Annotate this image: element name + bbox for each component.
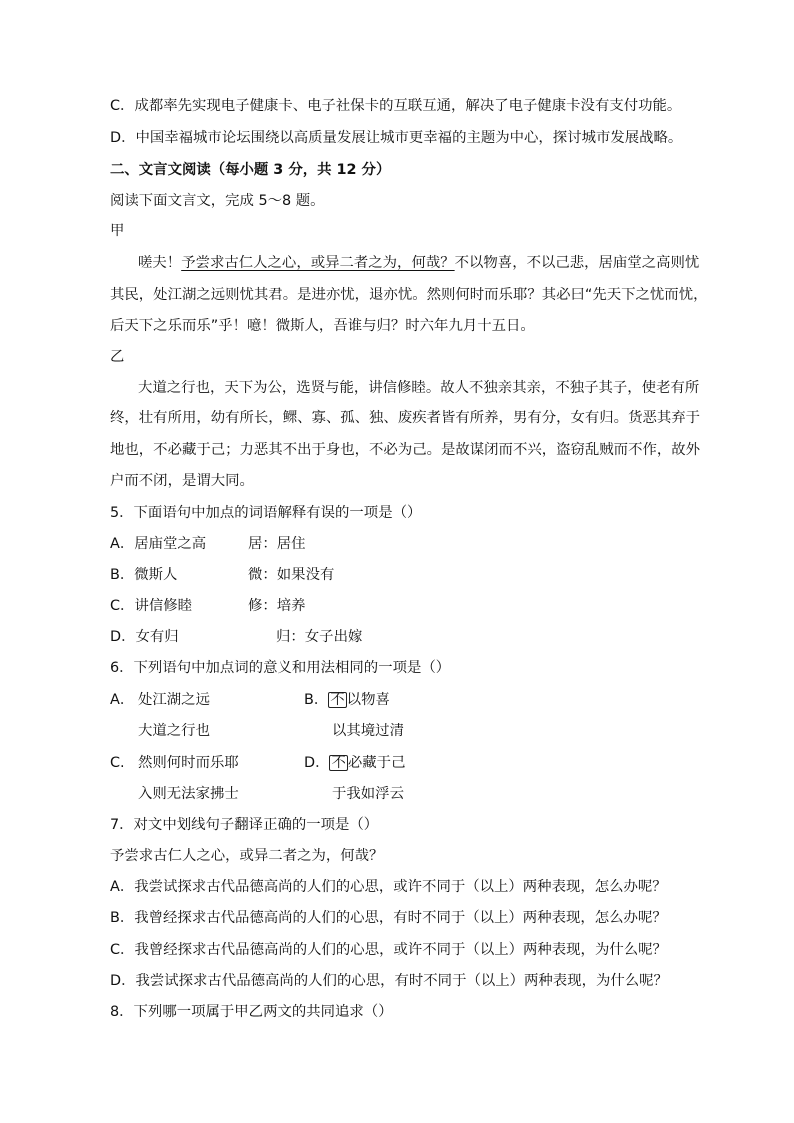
q5-stem: 5．下面语句中加点的词语解释有误的一项是（） [110, 505, 422, 521]
q6-stem: 6．下列语句中加点词的意义和用法相同的一项是（） [110, 660, 451, 676]
q7-option-c: C．我曾经探求古代品德高尚的人们的心思，或许不同于（以上）两种表现，为什么呢？ [110, 942, 667, 958]
q6-option-a-line-2: 大道之行也 [138, 723, 210, 739]
q6-option-c-line-2: 入则无法家拂士 [138, 786, 239, 802]
passage-a-line-1-rest: 不以物喜，不以己悲，居庙堂之高则忧 [454, 255, 700, 271]
q7-sentence: 予尝求古仁人之心，或异二者之为，何哉？ [110, 848, 384, 864]
q6-option-d-marked-char: 不 [331, 755, 346, 771]
q5-option-b-gloss: 微：如果没有 [248, 567, 335, 583]
section-instruction: 阅读下面文言文，完成 5～8 题。 [110, 193, 325, 209]
option-c-line: C．成都率先实现电子健康卡、电子社保卡的互联互通，解决了电子健康卡没有支付功能。 [110, 98, 682, 114]
q7-option-d: D．我尝试探求古代品德高尚的人们的心思，有时不同于（以上）两种表现，为什么呢？ [110, 973, 668, 989]
q6-option-b-line-2: 以其境过清 [332, 723, 404, 739]
q8-stem: 8．下列哪一项属于甲乙两文的共同追求（） [110, 1004, 393, 1020]
q7-option-b: B．我曾经探求古代品德高尚的人们的心思，有时不同于（以上）两种表现，怎么办呢？ [110, 910, 667, 926]
passage-b-line-2: 终，壮有所用，幼有所长，鳏、寡、孤、独、废疾者皆有所养，男有分，女有归。货恶其弃于 [110, 410, 701, 426]
q6-option-c-line-1: 然则何时而乐耶 [138, 755, 239, 771]
q6-option-d-line-1 [304, 754, 405, 772]
passage-b-line-4: 户而不闭，是谓大同。 [110, 473, 254, 489]
q5-option-a-gloss: 居：居住 [248, 536, 306, 552]
q6-option-b-marked-char: 不 [330, 692, 345, 708]
passage-b-line-3: 地也，不必藏于己；力恶其不出于身也，不必为己。是故谋闭而不兴，盗窃乱贼而不作，故外 [110, 442, 701, 458]
q5-option-d: D．女有归 [110, 629, 179, 645]
passage-a-label: 甲 [110, 223, 125, 239]
passage-a-line-3: 后天下之乐而乐”乎！噫！微斯人，吾谁与归？时六年九月十五日。 [110, 318, 535, 334]
q5-option-c: C．讲信修睦 [110, 598, 193, 614]
q6-option-b-label: B． [304, 692, 329, 708]
q5-option-a: A．居庙堂之高 [110, 536, 207, 552]
q6-option-c-label: C. [110, 755, 125, 771]
section-heading: 二、文言文阅读（每小题 3 分，共 12 分） [110, 162, 391, 178]
q6-option-b-line-1-rest: 以物喜 [346, 692, 390, 708]
q5-option-d-gloss: 归：女子出嫁 [276, 629, 363, 645]
q6-option-a-label: A． [110, 692, 135, 708]
passage-a-exclaim: 嗟夫！ [138, 255, 182, 271]
passage-a-line-2: 其民，处江湖之远则忧其君。是进亦忧，退亦忧。然则何时而乐耶？其必曰“先天下之忧而忧， [110, 287, 708, 303]
q5-option-c-gloss: 修：培养 [248, 598, 306, 614]
q5-option-b: B．微斯人 [110, 567, 178, 583]
passage-b-label: 乙 [110, 349, 125, 365]
underlined-sentence: 予尝求古仁人之心，或异二者之为，何哉？ [181, 255, 455, 271]
q7-stem: 7．对文中划线句子翻译正确的一项是（） [110, 817, 379, 833]
passage-b-line-1: 大道之行也，天下为公，选贤与能，讲信修睦。故人不独亲其亲，不独子其子，使老有所 [138, 380, 700, 396]
passage-a-line-1 [138, 254, 699, 272]
q6-option-a-line-1: 处江湖之远 [138, 692, 210, 708]
q6-option-b-line-1 [304, 691, 390, 709]
q7-option-a: A．我尝试探求古代品德高尚的人们的心思，或许不同于（以上）两种表现，怎么办呢？ [110, 879, 667, 895]
q6-option-d-line-2: 于我如浮云 [332, 786, 404, 802]
option-d-line: D．中国幸福城市论坛围绕以高质量发展让城市更幸福的主题为中心，探讨城市发展战略。 [110, 130, 683, 146]
q6-option-d-label: D． [304, 755, 330, 771]
q6-option-d-line-1-rest: 必藏于己 [347, 755, 406, 771]
